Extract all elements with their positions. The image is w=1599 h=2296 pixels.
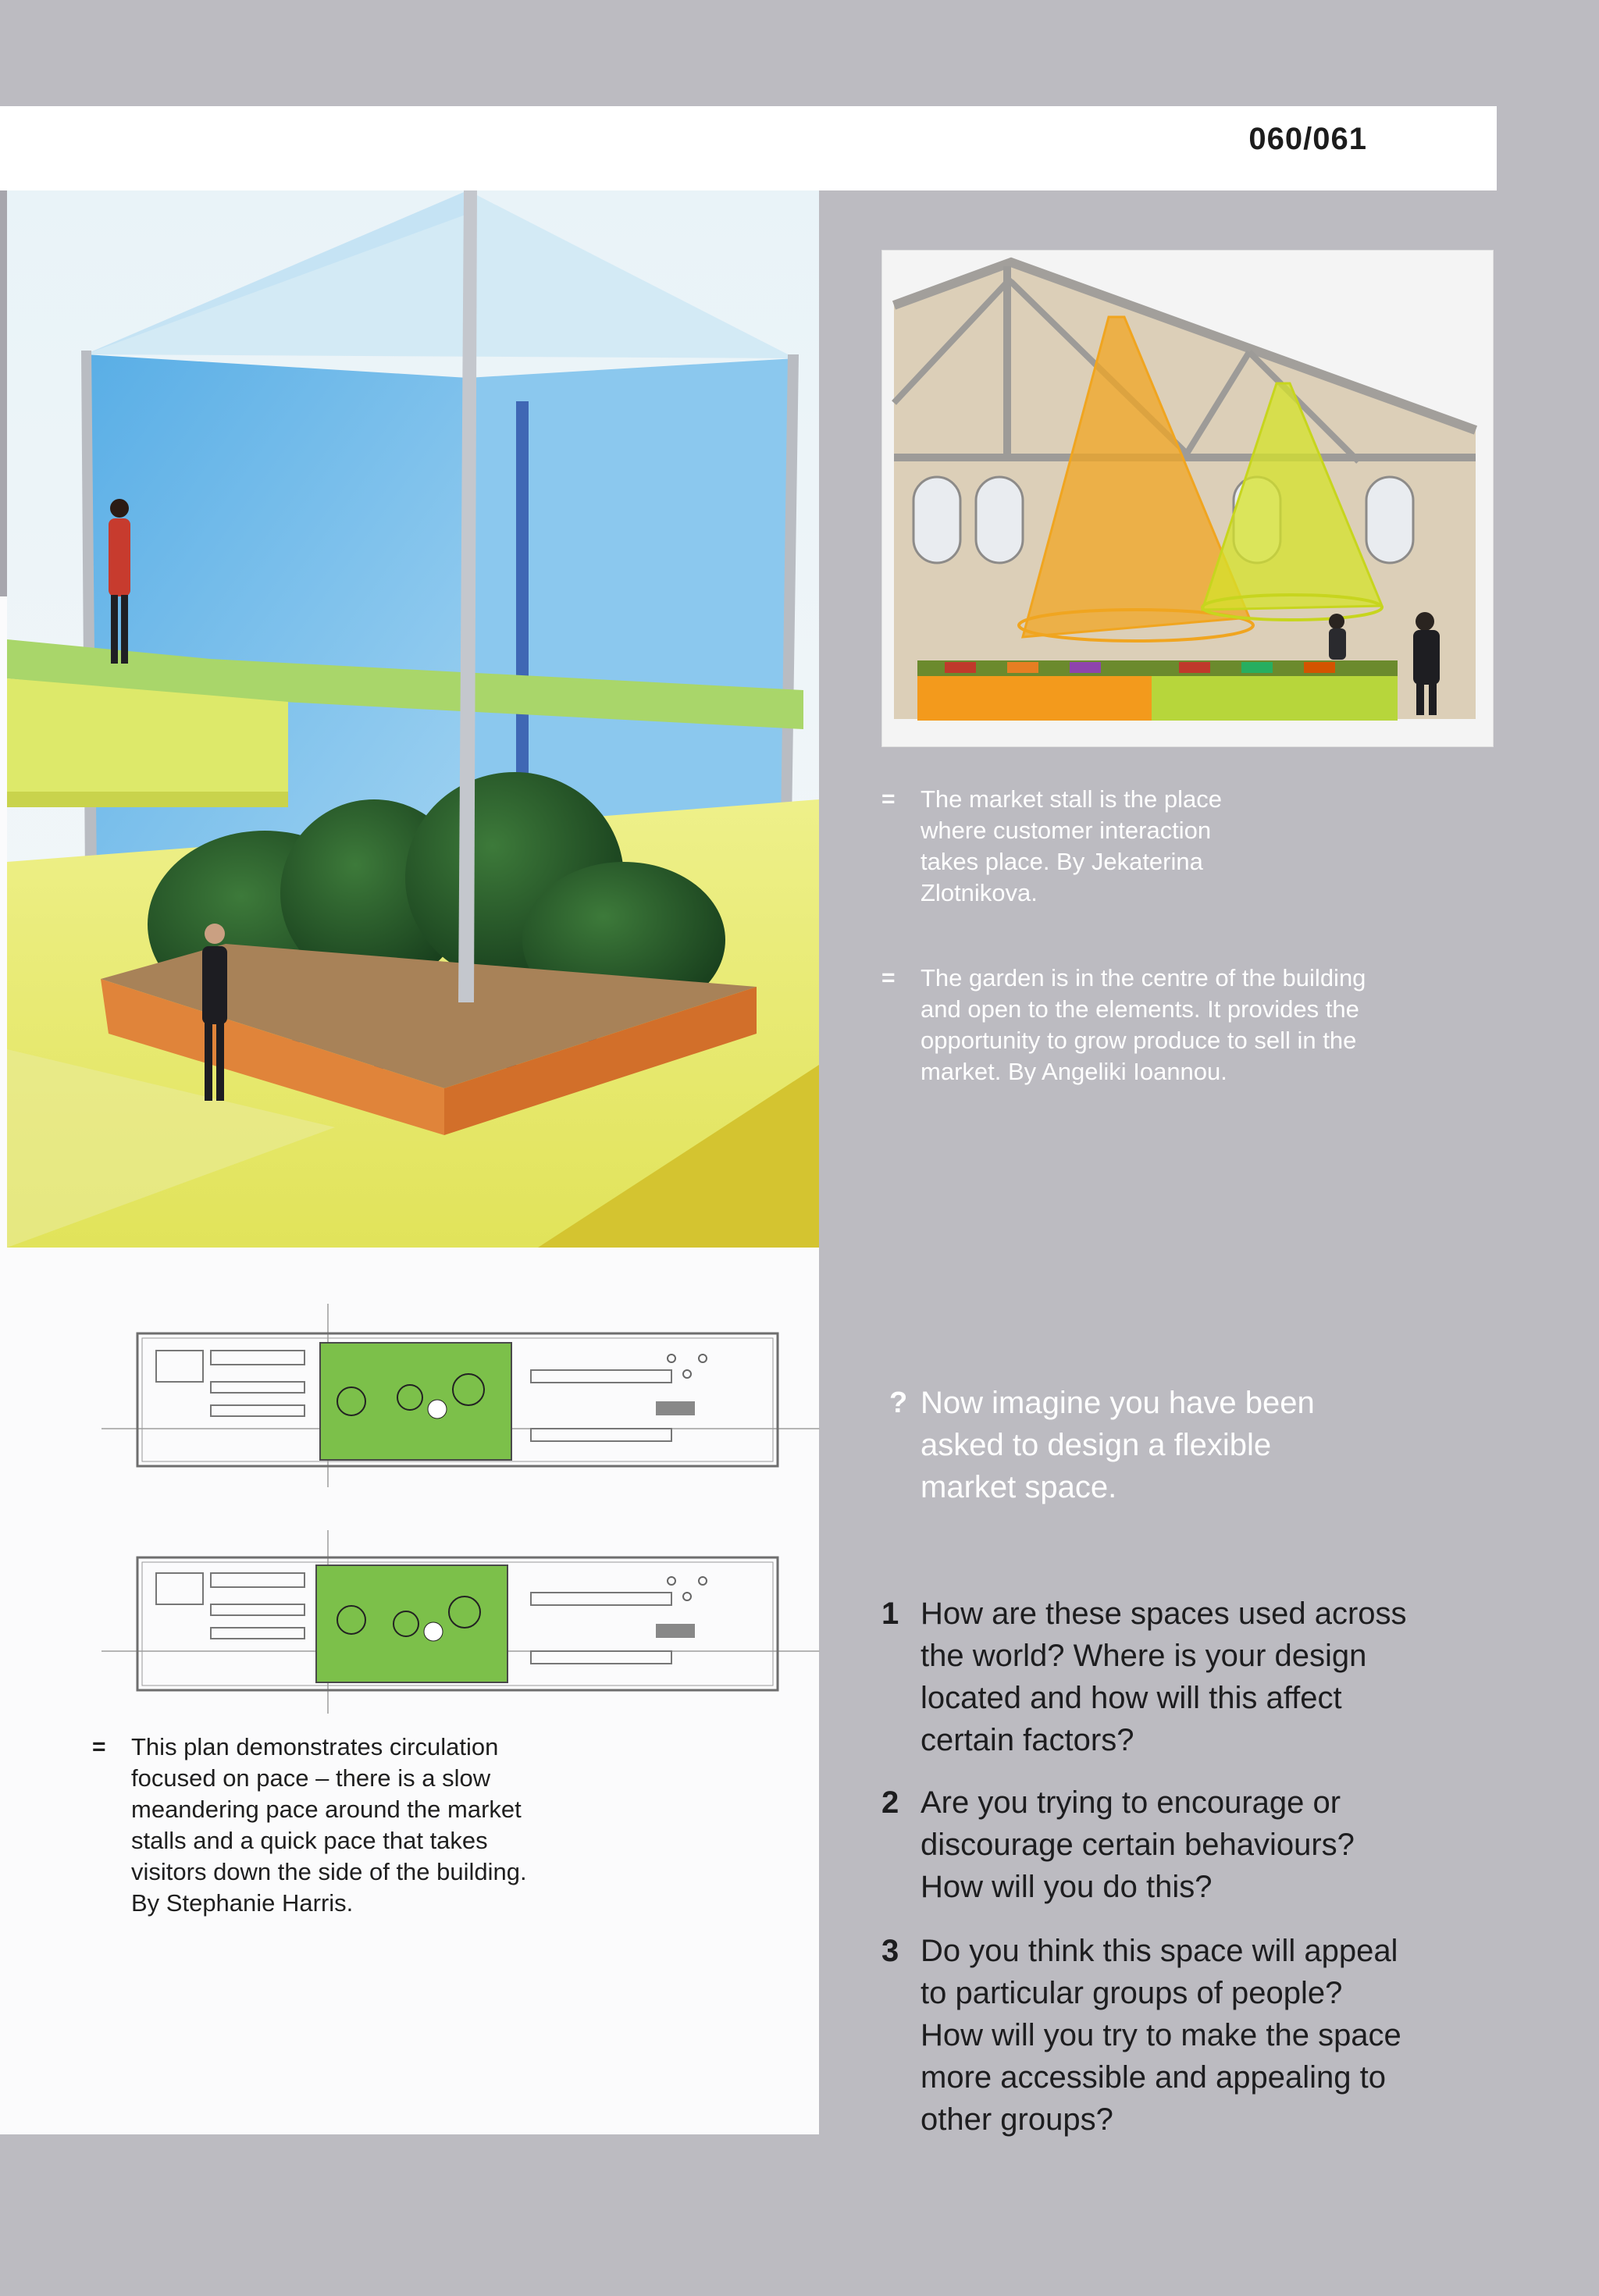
question-text: Do you think this space will appeal to particular groups of people? How will you try to make the space more accessible and appealing to other groups? bbox=[921, 1934, 1401, 2137]
caption-plan bbox=[92, 1732, 529, 1958]
question-mark-icon: ? bbox=[889, 1386, 908, 1419]
caption-marker: = bbox=[881, 786, 896, 812]
market-stall-rendering bbox=[881, 250, 1494, 747]
caption-market-stall bbox=[881, 784, 1287, 917]
question-item bbox=[881, 1782, 1412, 1914]
prompt-text: Now imagine you have been asked to design a flexible market space. bbox=[921, 1386, 1315, 1504]
question-text: How are these spaces used across the world? Where is your design located and how will this affect certain factors? bbox=[921, 1597, 1407, 1757]
garden-rendering bbox=[7, 190, 819, 1248]
question-item bbox=[881, 1930, 1412, 2141]
floor-plan-lower bbox=[94, 1522, 820, 1718]
question-number: 1 bbox=[881, 1597, 899, 1631]
caption-garden bbox=[881, 963, 1381, 1095]
question-number: 3 bbox=[881, 1934, 899, 1968]
header-band bbox=[0, 106, 1497, 190]
floor-plan-upper bbox=[94, 1296, 820, 1491]
question-item bbox=[881, 1593, 1412, 1764]
design-prompt bbox=[881, 1382, 1366, 1515]
caption-marker: = bbox=[92, 1734, 106, 1760]
page-number: 060/061 bbox=[1248, 122, 1367, 156]
caption-marker: = bbox=[881, 965, 896, 991]
question-number: 2 bbox=[881, 1785, 899, 1820]
left-edge-tab bbox=[0, 190, 7, 596]
caption-text: The market stall is the place where customer interaction takes place. By Jekaterina Zlotnikova. bbox=[921, 785, 1222, 906]
caption-text: The garden is in the centre of the building and open to the elements. It provides the opportunity to grow produce to sell in the market. By Angeliki Ioannou. bbox=[921, 964, 1366, 1085]
question-text: Are you trying to encourage or discourage certain behaviours? How will you do this? bbox=[921, 1785, 1355, 1904]
caption-text: This plan demonstrates circulation focused on pace – there is a slow meandering pace around the market stalls and a quick pace that takes visitors down the side of the building. By Stephanie Harris. bbox=[131, 1733, 527, 1917]
